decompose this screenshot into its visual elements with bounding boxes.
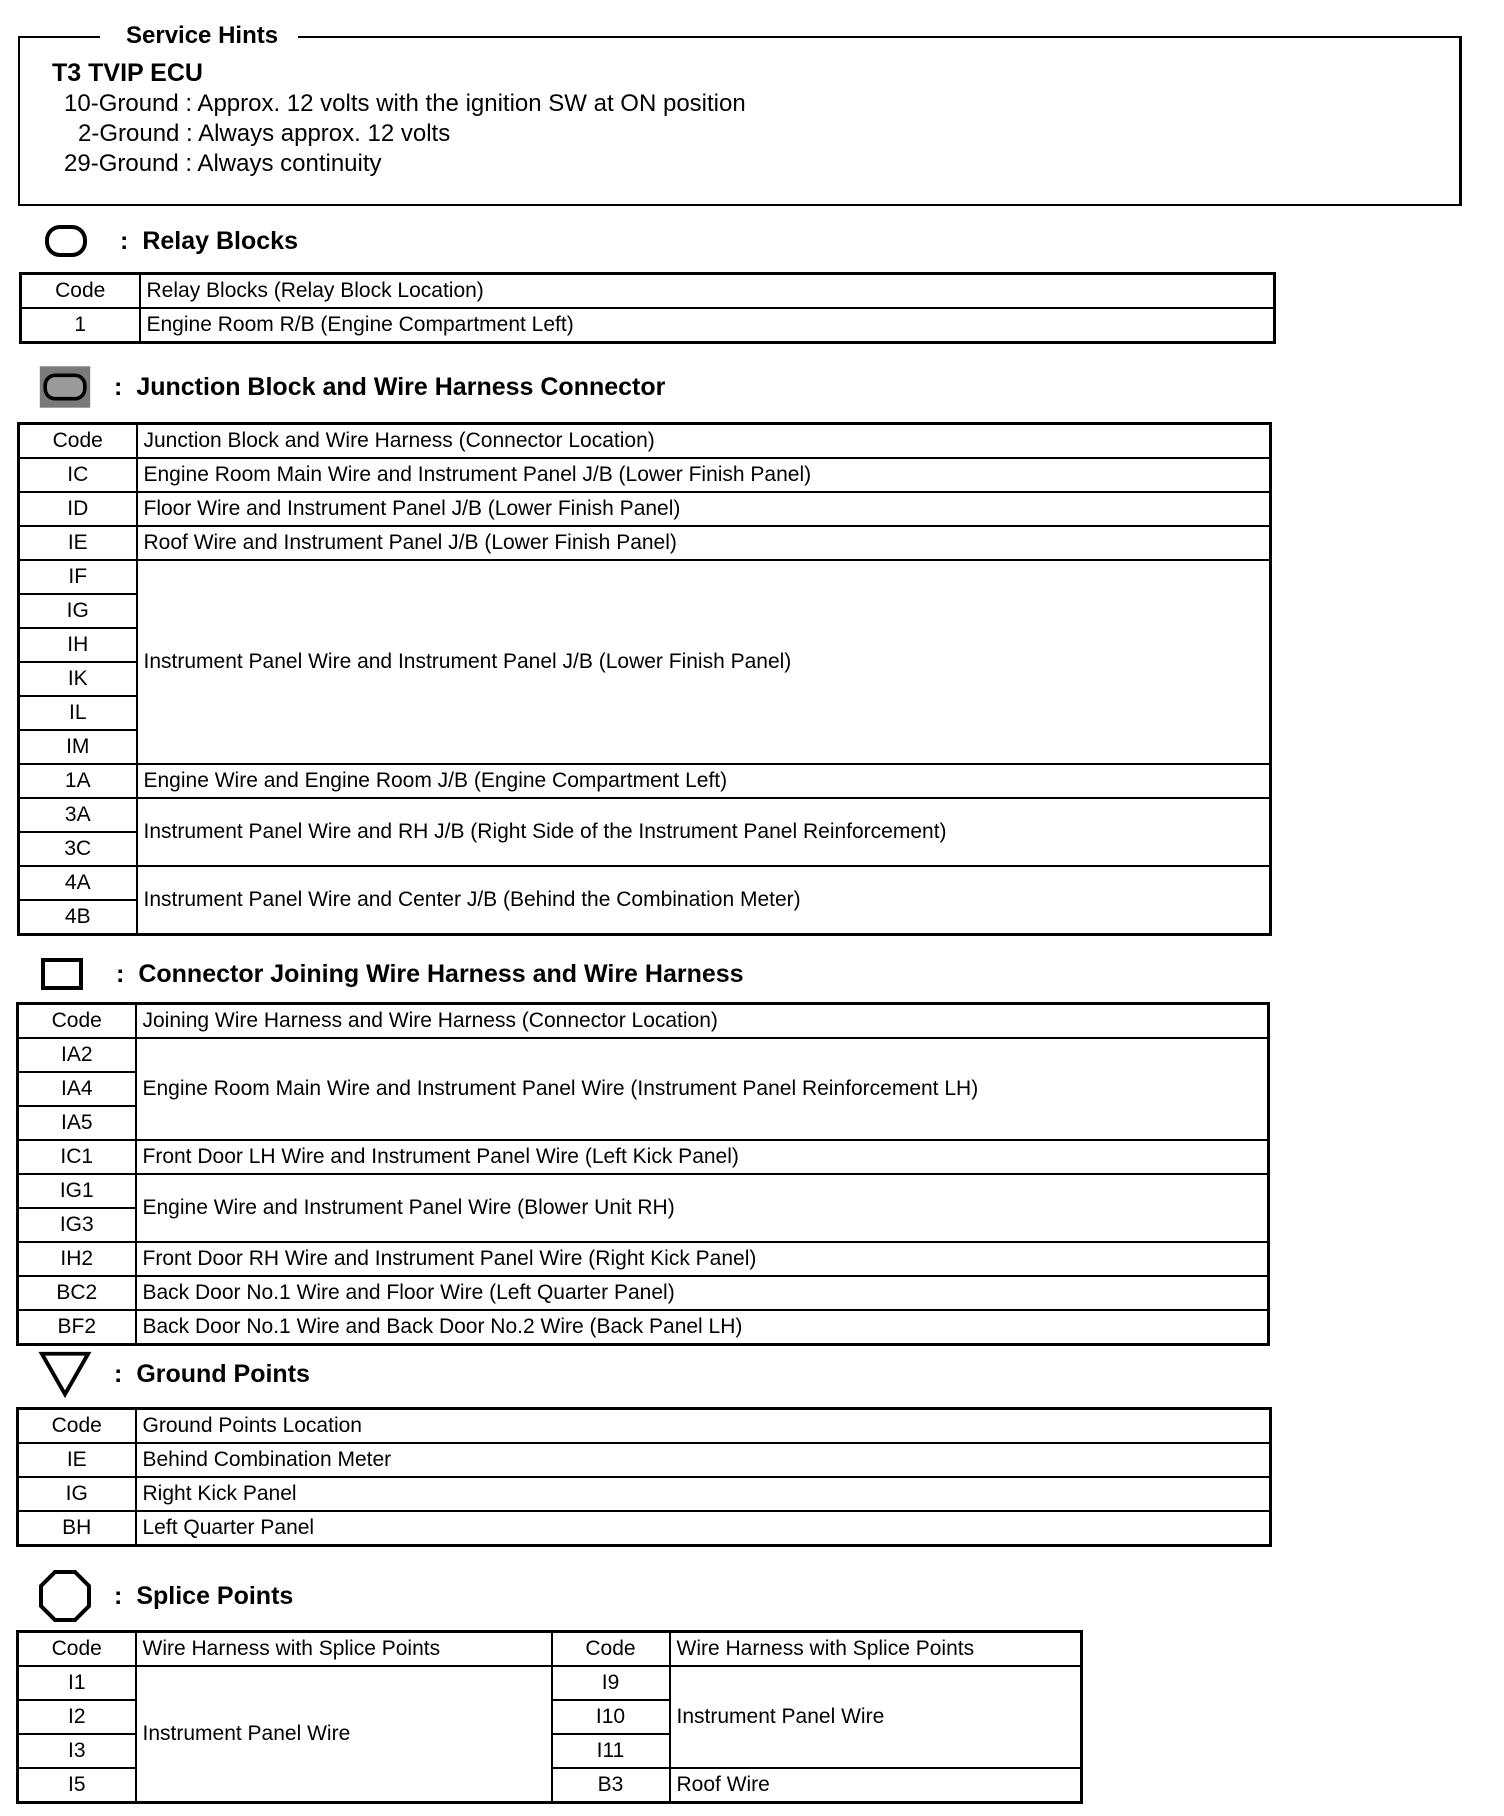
table-row [19,492,1271,526]
description-cell: Right Kick Panel [136,1477,1271,1511]
code-cell: I10 [552,1700,670,1734]
table-row [21,308,1275,343]
table-header-row [21,274,1275,309]
heading-separator: : [116,959,125,988]
connector-symbol-icon [40,950,94,998]
heading-separator: : [114,1359,123,1388]
code-cell: IM [19,730,137,764]
heading-separator: : [114,372,123,401]
code-cell: ID [19,492,137,526]
code-cell: BC2 [18,1276,136,1310]
hint-line [78,120,450,148]
description-cell: Engine Room R/B (Engine Compartment Left) [140,308,1275,343]
relay-block-symbol-icon [44,217,98,265]
description-cell: Instrument Panel Wire [136,1666,552,1803]
ground-points-heading [38,1350,310,1398]
code-cell: B3 [552,1768,670,1803]
ecu-name: T3 TVIP ECU [52,59,203,87]
description-header: Wire Harness with Splice Points [136,1632,552,1667]
section-title: Splice Points [136,1581,294,1610]
heading-separator: : [114,1581,123,1610]
table-row [18,1242,1269,1276]
description-header: Relay Blocks (Relay Block Location) [140,274,1275,309]
code-cell: 3C [19,832,137,866]
table-row [19,526,1271,560]
table-row [18,1140,1269,1174]
table-row [19,458,1271,492]
description-header: Wire Harness with Splice Points [670,1632,1082,1667]
ground-points-table [16,1407,1272,1547]
description-cell: Front Door RH Wire and Instrument Panel Wire (Right Kick Panel) [136,1242,1269,1276]
splice-points-heading [38,1572,293,1620]
hint-pin: 10-Ground [64,90,179,117]
code-cell: IL [19,696,137,730]
code-header: Code [18,1004,136,1039]
table-header-row [18,1632,1082,1667]
code-cell: BH [18,1511,136,1546]
hint-text: : Approx. 12 volts with the ignition SW at ON position [178,90,746,117]
hint-text: : Always approx. 12 volts [179,120,451,147]
hint-line [64,150,382,178]
table-row [18,1276,1269,1310]
code-cell: I5 [18,1768,136,1803]
table-row [18,1310,1269,1345]
junction-block-symbol-icon [38,363,92,411]
junction-block-heading [38,363,665,411]
code-cell: BF2 [18,1310,136,1345]
description-cell: Back Door No.1 Wire and Back Door No.2 Wire (Back Panel LH) [136,1310,1269,1345]
code-header: Code [19,424,137,459]
section-title: Relay Blocks [142,226,298,255]
section-title: Junction Block and Wire Harness Connector [136,372,666,401]
code-header: Code [552,1632,670,1667]
description-cell: Front Door LH Wire and Instrument Panel Wire (Left Kick Panel) [136,1140,1269,1174]
description-cell: Back Door No.1 Wire and Floor Wire (Left Quarter Panel) [136,1276,1269,1310]
table-row [18,1666,1082,1700]
code-cell: IC1 [18,1140,136,1174]
code-cell: IF [19,560,137,594]
code-cell: IA2 [18,1038,136,1072]
connector-table [16,1002,1270,1346]
code-cell: IE [19,526,137,560]
code-cell: IC [19,458,137,492]
code-cell: IG1 [18,1174,136,1208]
code-cell: 3A [19,798,137,832]
description-header: Ground Points Location [136,1409,1271,1444]
table-row [19,764,1271,798]
code-header: Code [18,1409,136,1444]
service-hints-box [18,22,1462,206]
service-hints-title: Service Hints [100,22,298,50]
description-cell: Behind Combination Meter [136,1443,1271,1477]
relay-blocks-table [19,272,1276,344]
splice-point-symbol-icon [38,1572,92,1620]
table-row [19,560,1271,594]
junction-block-table [17,422,1272,936]
table-row [18,1174,1269,1208]
code-cell: I1 [18,1666,136,1700]
code-header: Code [18,1632,136,1667]
code-cell: I2 [18,1700,136,1734]
description-cell: Engine Wire and Instrument Panel Wire (Blower Unit RH) [136,1174,1269,1242]
code-cell: IG [19,594,137,628]
table-row [19,798,1271,832]
code-header: Code [21,274,140,309]
table-row [18,1477,1271,1511]
table-row [19,866,1271,900]
connector-heading [40,950,744,998]
code-cell: I11 [552,1734,670,1768]
code-cell: IH [19,628,137,662]
description-cell: Instrument Panel Wire and Instrument Panel J/B (Lower Finish Panel) [137,560,1271,764]
relay-blocks-heading [44,217,298,265]
code-cell: 4A [19,866,137,900]
table-header-row [19,424,1271,459]
description-cell: Instrument Panel Wire and RH J/B (Right Side of the Instrument Panel Reinforcement) [137,798,1271,866]
code-cell: 4B [19,900,137,935]
code-cell: IG [18,1477,136,1511]
code-cell: IG3 [18,1208,136,1242]
hint-pin: 2-Ground [78,120,180,147]
description-cell: Engine Room Main Wire and Instrument Panel J/B (Lower Finish Panel) [137,458,1271,492]
code-cell: 1 [21,308,140,343]
hint-text: : Always continuity [178,150,382,177]
section-title: Connector Joining Wire Harness and Wire Harness [138,959,744,988]
table-row [18,1511,1271,1546]
splice-points-table [16,1630,1083,1804]
description-cell: Engine Room Main Wire and Instrument Panel Wire (Instrument Panel Reinforcement LH) [136,1038,1269,1140]
table-row [18,1443,1271,1477]
heading-separator: : [120,226,129,255]
code-cell: 1A [19,764,137,798]
table-header-row [18,1004,1269,1039]
table-header-row [18,1409,1271,1444]
description-cell: Left Quarter Panel [136,1511,1271,1546]
description-cell: Roof Wire [670,1768,1082,1803]
code-cell: IH2 [18,1242,136,1276]
description-header: Joining Wire Harness and Wire Harness (Connector Location) [136,1004,1269,1039]
description-cell: Instrument Panel Wire [670,1666,1082,1768]
code-cell: I3 [18,1734,136,1768]
table-row [18,1038,1269,1072]
code-cell: I9 [552,1666,670,1700]
code-cell: IK [19,662,137,696]
ground-point-symbol-icon [38,1350,92,1398]
description-header: Junction Block and Wire Harness (Connector Location) [137,424,1271,459]
section-title: Ground Points [136,1359,310,1388]
hint-pin: 29-Ground [64,150,179,177]
code-cell: IA5 [18,1106,136,1140]
description-cell: Roof Wire and Instrument Panel J/B (Lower Finish Panel) [137,526,1271,560]
code-cell: IE [18,1443,136,1477]
code-cell: IA4 [18,1072,136,1106]
hint-line [64,90,746,118]
description-cell: Instrument Panel Wire and Center J/B (Behind the Combination Meter) [137,866,1271,935]
description-cell: Engine Wire and Engine Room J/B (Engine Compartment Left) [137,764,1271,798]
description-cell: Floor Wire and Instrument Panel J/B (Lower Finish Panel) [137,492,1271,526]
